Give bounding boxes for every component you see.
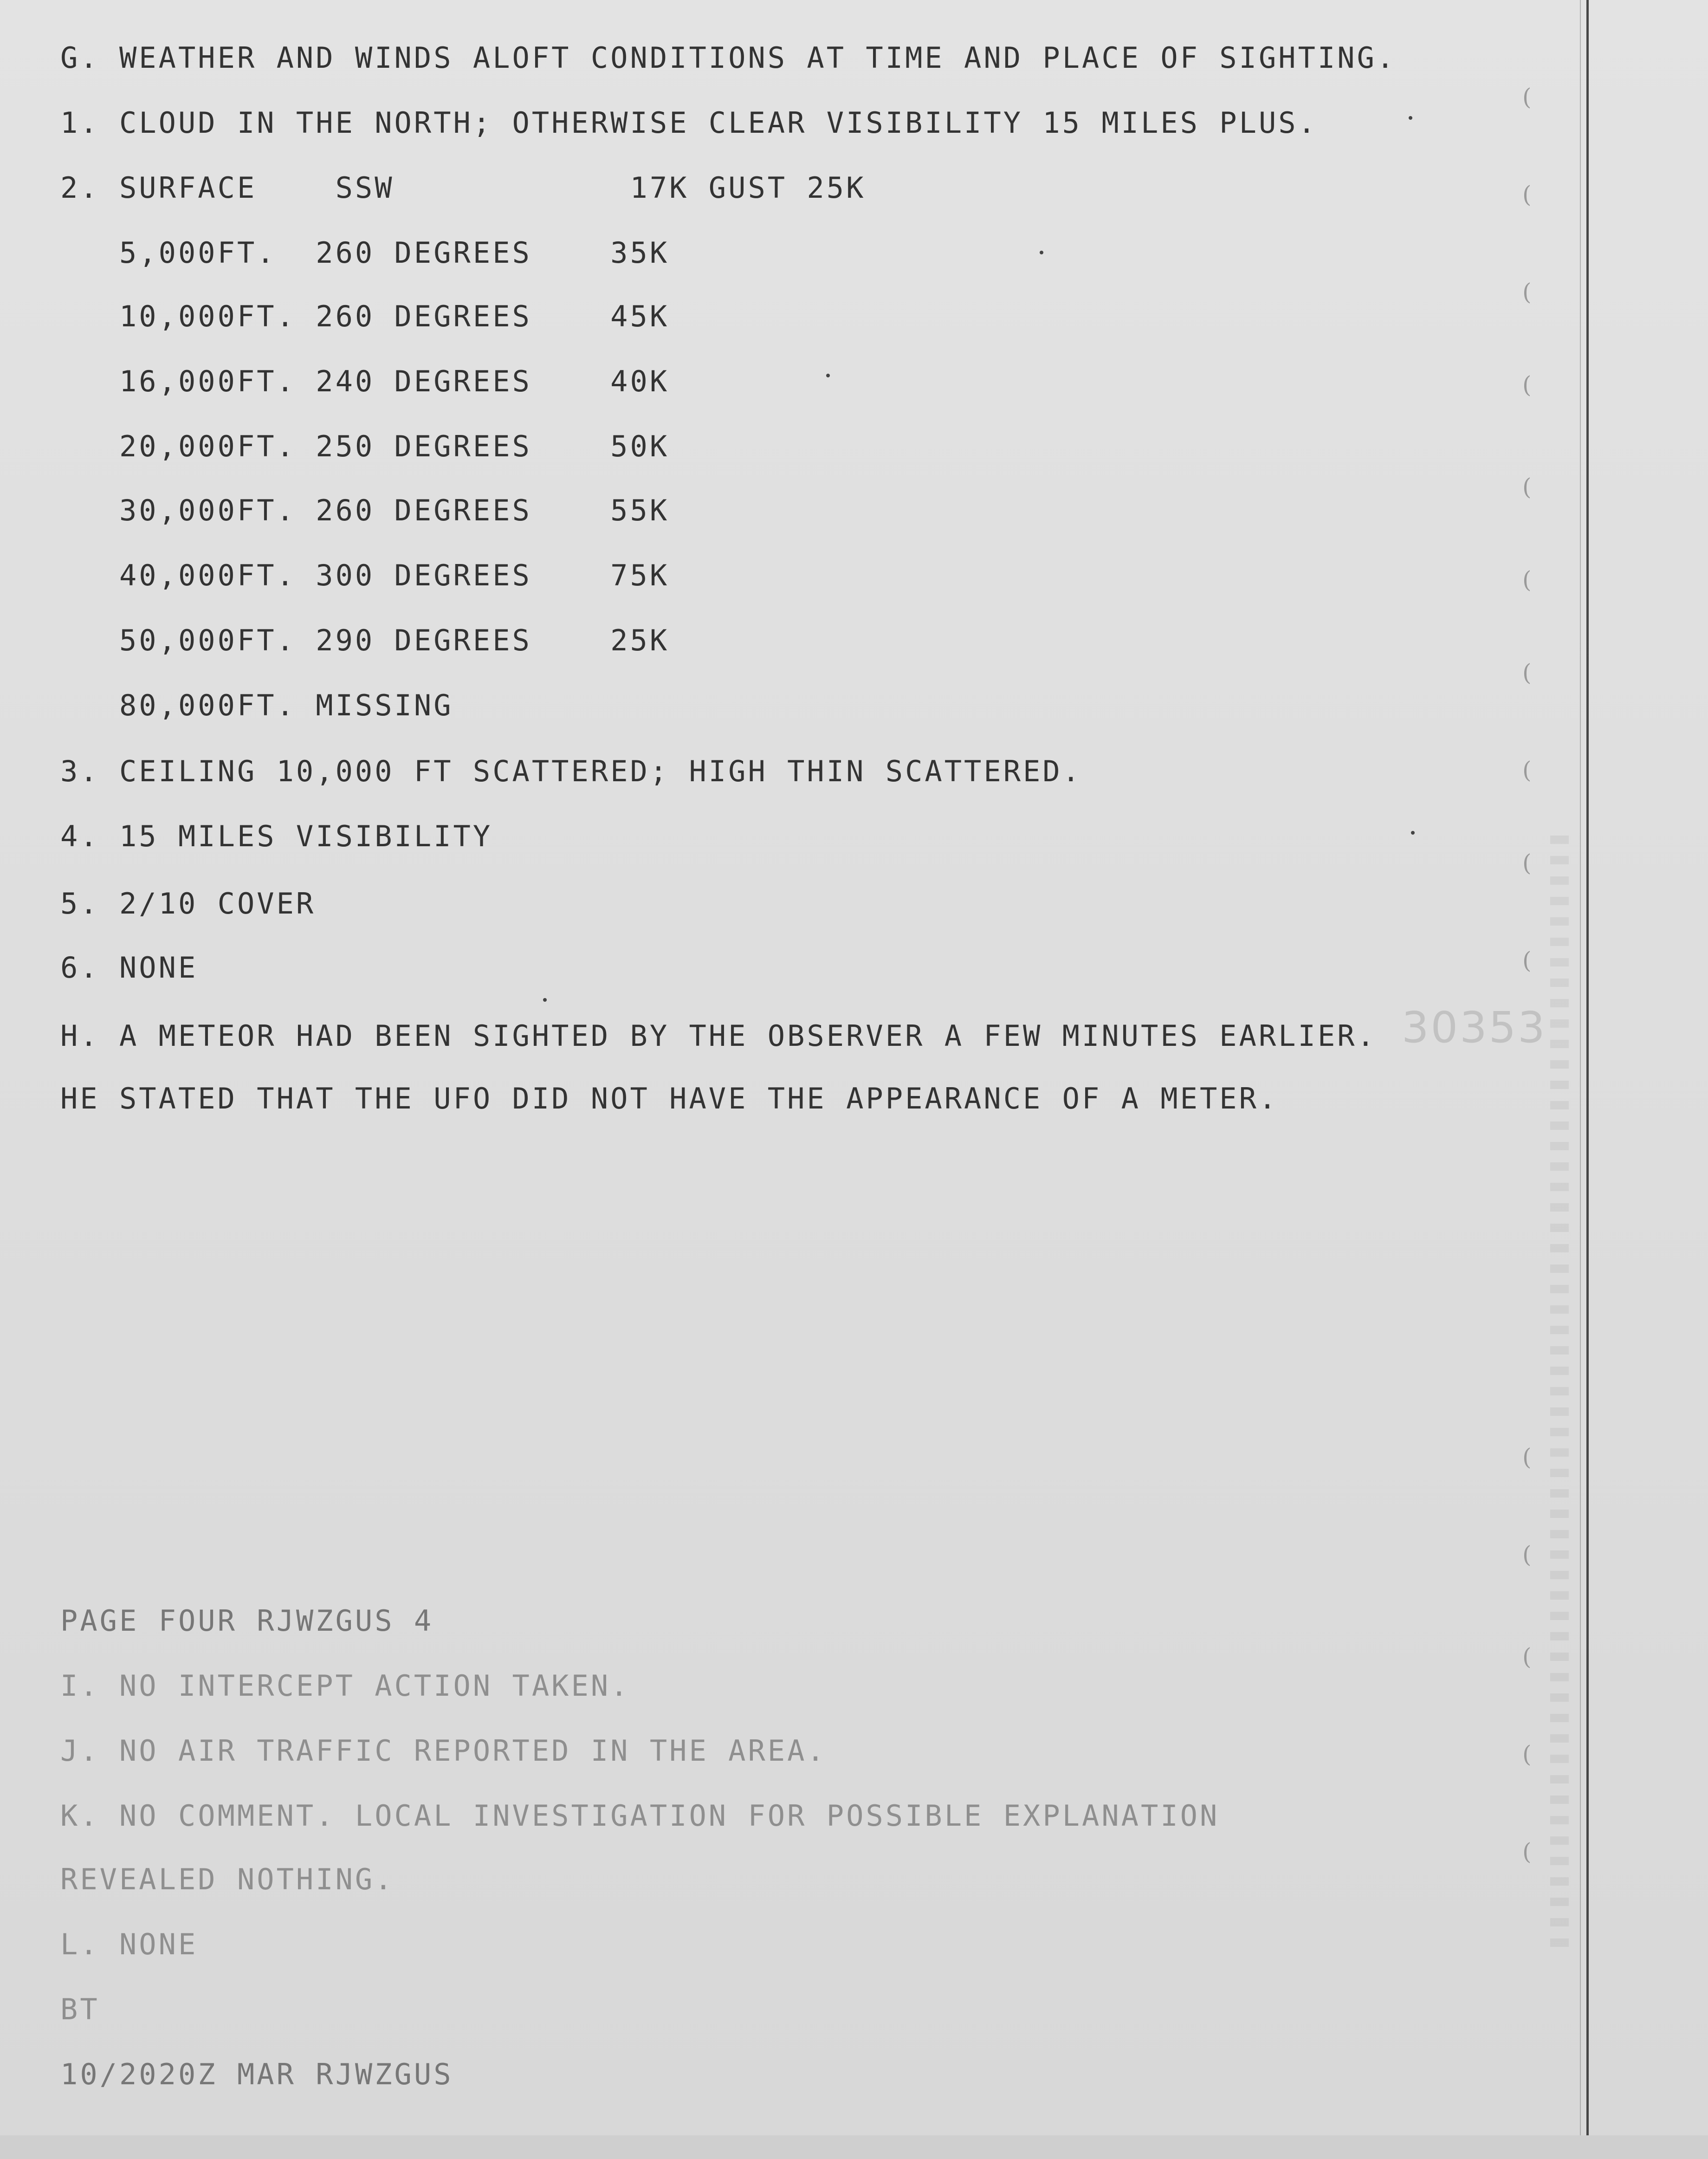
speck-mark: [826, 374, 830, 377]
speck-mark: [543, 998, 547, 1002]
margin-mark-icon: (: [1522, 1643, 1532, 1670]
winds-30000ft-row: 30,000FT. 260 DEGREES 55K: [60, 493, 670, 527]
margin-mark-icon: (: [1522, 757, 1532, 784]
item-k-continued: REVEALED NOTHING.: [60, 1862, 395, 1896]
winds-40000ft-row: 40,000FT. 300 DEGREES 75K: [60, 558, 670, 592]
margin-mark-icon: (: [1522, 181, 1532, 208]
margin-mark-icon: (: [1522, 473, 1532, 500]
item-1-clouds: 1. CLOUD IN THE NORTH; OTHERWISE CLEAR VISIBILITY 15 MILES PLUS.: [60, 106, 1318, 140]
date-time-group: 10/2020Z MAR RJWZGUS: [60, 2057, 453, 2091]
item-6-none: 6. NONE: [60, 951, 198, 985]
speck-mark: [1411, 831, 1415, 835]
speck-mark: [1040, 251, 1043, 254]
winds-20000ft-row: 20,000FT. 250 DEGREES 50K: [60, 429, 670, 463]
item-4-visibility: 4. 15 MILES VISIBILITY: [60, 819, 493, 853]
page-edge-shadow: [1580, 0, 1581, 2159]
item-l-none: L. NONE: [60, 1927, 198, 1961]
item-i-intercept: I. NO INTERCEPT ACTION TAKEN.: [60, 1669, 630, 1703]
item-h-meteor: H. A METEOR HAD BEEN SIGHTED BY THE OBSERVER A FEW MINUTES EARLIER.: [60, 1019, 1377, 1053]
winds-50000ft-row: 50,000FT. 290 DEGREES 25K: [60, 623, 670, 657]
winds-16000ft-row: 16,000FT. 240 DEGREES 40K: [60, 364, 670, 398]
item-h-continued: HE STATED THAT THE UFO DID NOT HAVE THE APPEARANCE OF A METER.: [60, 1082, 1279, 1115]
item-5-cover: 5. 2/10 COVER: [60, 887, 316, 921]
faint-stamp-number: 30353: [1402, 1003, 1547, 1052]
winds-80000ft-row: 80,000FT. MISSING: [60, 688, 453, 722]
winds-surface-row: 2. SURFACE SSW 17K GUST 25K: [60, 171, 866, 205]
margin-mark-icon: (: [1522, 279, 1532, 305]
winds-10000ft-row: 10,000FT. 260 DEGREES 45K: [60, 299, 670, 333]
bottom-edge-band: [0, 2135, 1708, 2159]
margin-text-strip: [1550, 836, 1569, 1950]
margin-mark-icon: (: [1522, 84, 1532, 110]
margin-mark-icon: (: [1522, 1741, 1532, 1768]
page-header-line: PAGE FOUR RJWZGUS 4: [60, 1604, 434, 1638]
margin-mark-icon: (: [1522, 849, 1532, 876]
section-g-heading: G. WEATHER AND WINDS ALOFT CONDITIONS AT TIME AND PLACE OF SIGHTING.: [60, 41, 1397, 75]
margin-mark-icon: (: [1522, 947, 1532, 974]
margin-mark-icon: (: [1522, 659, 1532, 686]
winds-5000ft-row: 5,000FT. 260 DEGREES 35K: [60, 236, 670, 270]
margin-mark-icon: (: [1522, 1541, 1532, 1568]
break-marker: BT: [60, 1992, 100, 2026]
item-j-air-traffic: J. NO AIR TRAFFIC REPORTED IN THE AREA.: [60, 1734, 827, 1768]
page-edge-rule: [1586, 0, 1589, 2159]
margin-mark-icon: (: [1522, 371, 1532, 398]
margin-mark-icon: (: [1522, 566, 1532, 593]
margin-mark-icon: (: [1522, 1838, 1532, 1865]
margin-mark-icon: (: [1522, 1444, 1532, 1471]
item-3-ceiling: 3. CEILING 10,000 FT SCATTERED; HIGH THIN SCATTERED.: [60, 754, 1082, 788]
speck-mark: [1409, 116, 1412, 120]
item-k-comment: K. NO COMMENT. LOCAL INVESTIGATION FOR POSSIBLE EXPLANATION: [60, 1799, 1220, 1833]
